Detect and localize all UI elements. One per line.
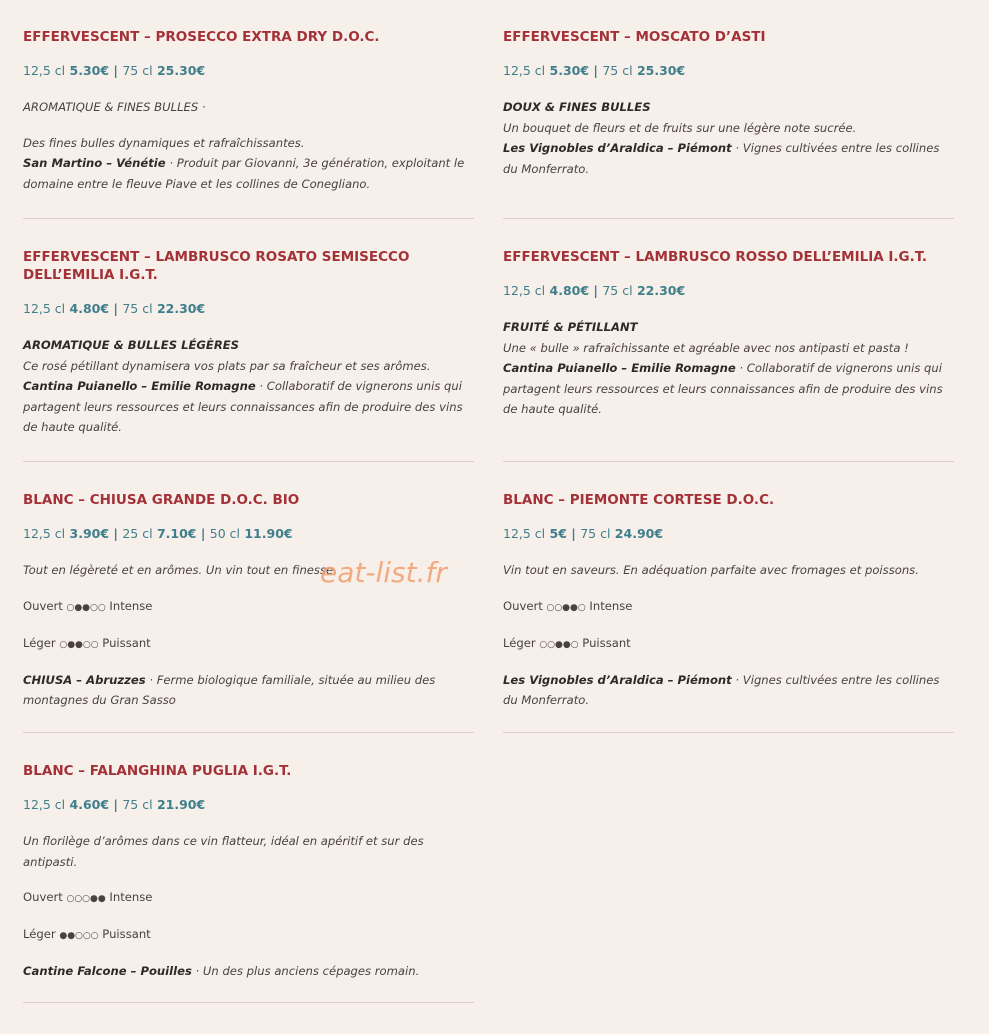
wine-producer: Les Vignobles d’Araldica – Piémont · Vignes cultivées entre les collines du Monferrato. bbox=[503, 141, 940, 176]
scale-ouvert-intense: Ouvert ○○○●● Intense bbox=[23, 890, 153, 904]
wine-price: 12,5 cl 5.30€ | 75 cl 25.30€ bbox=[23, 63, 206, 78]
wine-style: AROMATIQUE & FINES BULLES · bbox=[23, 100, 206, 114]
wine-price: 12,5 cl 5.30€ | 75 cl 25.30€ bbox=[503, 63, 686, 78]
wine-producer: Cantine Falcone – Pouilles · Un des plus anciens cépages romain. bbox=[23, 964, 420, 978]
wine-description: Des fines bulles dynamiques et rafraîchissantes. bbox=[23, 135, 305, 150]
wine-style: DOUX & FINES BULLES bbox=[503, 100, 651, 114]
wine-title: EFFERVESCENT – LAMBRUSCO ROSATO SEMISECCO DELL’EMILIA I.G.T. bbox=[23, 249, 410, 283]
wine-title: BLANC – CHIUSA GRANDE D.O.C. BIO bbox=[23, 492, 300, 508]
wine-price: 12,5 cl 3.90€ | 25 cl 7.10€ | 50 cl 11.90€ bbox=[23, 526, 293, 541]
scale-ouvert-intense: Ouvert ○○●●○ Intense bbox=[503, 598, 633, 613]
scale-leger-puissant: Léger ○●●○○ Puissant bbox=[23, 635, 151, 650]
wine-producer: CHIUSA – Abruzzes · Ferme biologique familiale, située au milieu des montagnes du Gran Sasso bbox=[23, 672, 436, 707]
wine-price: 12,5 cl 4.80€ | 75 cl 22.30€ bbox=[503, 283, 686, 298]
wine-title: EFFERVESCENT – LAMBRUSCO ROSSO DELL’EMILIA I.G.T. bbox=[503, 249, 928, 265]
wine-description: Un florilège d’arômes dans ce vin flatteur, idéal en apéritif et sur des antipasti. bbox=[23, 834, 424, 869]
wine-title: EFFERVESCENT – PROSECCO EXTRA DRY D.O.C. bbox=[23, 29, 380, 45]
wine-card-prosecco bbox=[23, 0, 474, 219]
wine-card-lambrusco-rosso bbox=[503, 220, 954, 462]
wine-producer: Cantina Puianello – Emilie Romagne · Collaboratif de vignerons unis qui partagent leurs ressources et leurs connaissances afin de produire des vins de haute qualité. bbox=[503, 361, 943, 416]
wine-card-chiusa-grande bbox=[23, 463, 474, 733]
wine-description: Vin tout en saveurs. En adéquation parfaite avec fromages et poissons. bbox=[503, 563, 919, 577]
wine-description: Ce rosé pétillant dynamisera vos plats par sa fraîcheur et ses arômes. bbox=[23, 358, 431, 373]
wine-description: Une « bulle » rafraîchissante et agréable avec nos antipasti et pasta ! bbox=[503, 340, 909, 355]
wine-card-moscato bbox=[503, 0, 954, 219]
wine-price: 12,5 cl 4.60€ | 75 cl 21.90€ bbox=[23, 797, 206, 812]
scale-ouvert-intense: Ouvert ○●●○○ Intense bbox=[23, 598, 153, 613]
wine-card-lambrusco-rosato bbox=[23, 220, 474, 462]
wine-card-falanghina bbox=[23, 734, 474, 1003]
wine-title: BLANC – FALANGHINA PUGLIA I.G.T. bbox=[23, 763, 292, 779]
scale-leger-puissant: Léger ○○●●○ Puissant bbox=[503, 635, 631, 650]
wine-price: 12,5 cl 5€ | 75 cl 24.90€ bbox=[503, 526, 664, 541]
wine-title: EFFERVESCENT – MOSCATO D’ASTI bbox=[503, 29, 766, 45]
wine-style: AROMATIQUE & BULLES LÉGÈRES bbox=[23, 338, 240, 352]
watermark: eat-list.fr bbox=[320, 556, 447, 589]
wine-description: Tout en légèreté et en arômes. Un vin tout en finesse. bbox=[23, 563, 337, 577]
wine-description: Un bouquet de fleurs et de fruits sur une légère note sucrée. bbox=[503, 120, 857, 135]
wine-producer: Cantina Puianello – Emilie Romagne · Collaboratif de vignerons unis qui partagent leurs ressources et leurs connaissances afin de produire des vins de haute qualité. bbox=[23, 379, 463, 434]
wine-style: FRUITÉ & PÉTILLANT bbox=[503, 320, 638, 334]
wine-title: BLANC – PIEMONTE CORTESE D.O.C. bbox=[503, 492, 775, 508]
wine-price: 12,5 cl 4.80€ | 75 cl 22.30€ bbox=[23, 301, 206, 316]
wine-producer: San Martino – Vénétie · Produit par Giovanni, 3e génération, exploitant le domaine entre le fleuve Piave et les collines de Conegliano. bbox=[23, 156, 465, 191]
wine-card-piemonte-cortese bbox=[503, 463, 954, 733]
scale-leger-puissant: Léger ●●○○○ Puissant bbox=[23, 927, 151, 941]
wine-producer: Les Vignobles d’Araldica – Piémont · Vignes cultivées entre les collines du Monferrato. bbox=[503, 672, 940, 707]
